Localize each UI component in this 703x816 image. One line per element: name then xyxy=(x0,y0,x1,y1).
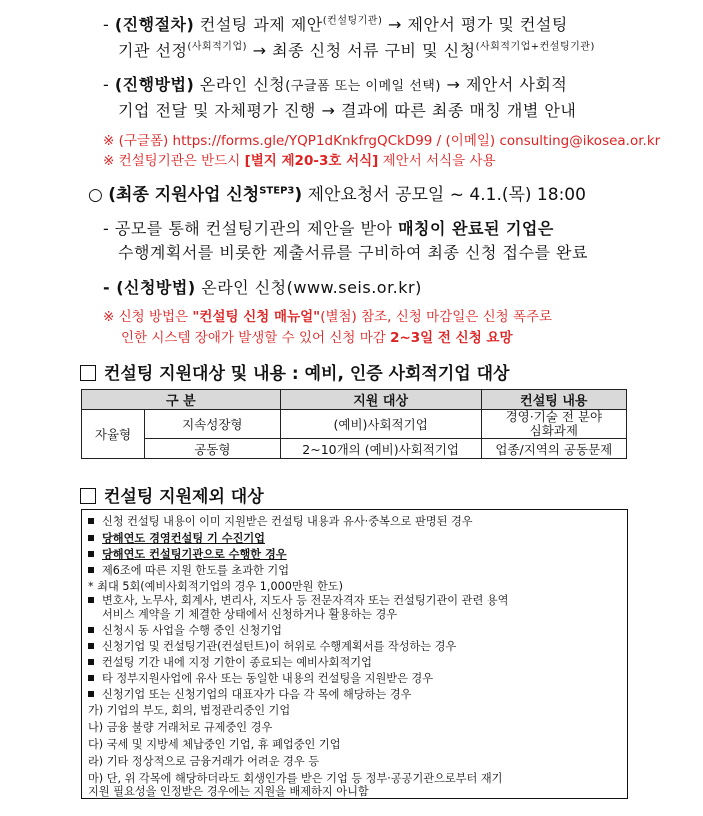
list-item: 컨설팅 기간 내에 지정 기한이 종료되는 예비사회적기업 xyxy=(88,656,372,669)
list-item: 서비스 계약을 기 체결한 상태에서 신청하거나 활용하는 경우 xyxy=(102,608,398,621)
list-item: 타 정부지원사업에 유사 또는 동일한 내용의 컨설팅을 지원받은 경우 xyxy=(88,672,433,685)
table-row xyxy=(82,439,627,459)
square-bullet-icon xyxy=(88,627,94,633)
table-row xyxy=(82,410,627,439)
contest-line-2: 수행계획서를 비롯한 제출서류를 구비하여 최종 신청 접수를 완료 xyxy=(118,243,588,262)
table-header-row xyxy=(82,390,627,410)
checkbox-square-icon xyxy=(80,488,96,504)
table-header-target: 지원 대상 xyxy=(280,390,481,410)
table-cell-content: 업종/지역의 공동문제 xyxy=(481,439,626,459)
apply-method-line: - (신청방법) 온라인 신청(www.seis.or.kr) xyxy=(103,278,422,297)
contest-line-1: - 공모를 통해 컨설팅기관의 제안을 받아 매칭이 완료된 기업은 xyxy=(103,219,554,238)
support-table xyxy=(81,389,627,459)
note-manual-line-1: ※ 신청 방법은 "컨설팅 신청 매뉴얼"(별첨) 참조, 신청 마감일은 신청 폭주로 xyxy=(103,309,553,325)
list-item: 다) 국세 및 지방세 체납중인 기업, 휴 폐업중인 기업 xyxy=(88,738,341,751)
list-item: 신청기업 및 컨설팅기관(컨설턴트)이 허위로 수행계획서를 작성하는 경우 xyxy=(88,640,456,653)
table-cell-content: 경영·기술 전 분야 심화과제 xyxy=(481,410,626,439)
table-header-content: 컨설팅 내용 xyxy=(481,390,626,410)
list-item: 가) 기업의 부도, 회의, 법정관리중인 기업 xyxy=(88,704,291,717)
square-bullet-icon xyxy=(88,551,94,557)
square-bullet-icon xyxy=(88,659,94,665)
method-line-1: - (진행방법) 온라인 신청(구글폼 또는 이메일 선택) → 제안서 사회적 xyxy=(103,75,568,94)
table-cell-target: 2~10개의 (예비)사회적기업 xyxy=(280,439,481,459)
list-item: 제6조에 따른 지원 한도를 초과한 기업 xyxy=(88,564,289,577)
square-bullet-icon xyxy=(88,567,94,573)
exclusion-box xyxy=(81,509,628,799)
note-consulting-form: ※ 컨설팅기관은 반드시 [별지 제20-3호 서식] 제안서 서식을 사용 xyxy=(103,153,496,169)
list-item: 라) 기타 정상적으로 금융거래가 어려운 경우 등 xyxy=(88,755,320,768)
method-line-2: 기업 전달 및 자체평가 진행 → 결과에 따른 최종 매칭 개별 안내 xyxy=(118,101,577,120)
list-item: 신청 컨설팅 내용이 이미 지원받은 컨설팅 내용과 유사·중복으로 판명된 경우 xyxy=(88,515,473,528)
list-item: 신청시 동 사업을 수행 중인 신청기업 xyxy=(88,624,282,637)
table-cell-group: 자율형 xyxy=(82,410,145,459)
list-item: 당해연도 컨설팅기관으로 수행한 경우 xyxy=(88,548,287,561)
square-bullet-icon xyxy=(88,691,94,697)
table-header-category: 구 분 xyxy=(82,390,281,410)
square-bullet-icon xyxy=(88,518,94,524)
list-item: 신청기업 또는 신청기업의 대표자가 다음 각 목에 해당하는 경우 xyxy=(88,688,411,701)
list-item: 변호사, 노무사, 회계사, 변리사, 지도사 등 전문자격자 또는 컨설팅기관이 관련 용역 xyxy=(88,594,508,607)
square-bullet-icon xyxy=(88,535,94,541)
table-cell-type: 공동형 xyxy=(145,439,281,459)
note-manual-line-2: 인한 시스템 장애가 발생할 수 있어 신청 마감 2~3일 전 신청 요망 xyxy=(121,330,513,346)
section-exclusion-title: 컨설팅 지원제외 대상 xyxy=(80,482,264,507)
list-item: 지원 필요성을 인정받은 경우에는 지원을 배제하지 아니함 xyxy=(88,785,369,798)
list-item: 마) 단, 위 각목에 해당하더라도 회생인가를 받은 기업 등 정부·공공기관으로부터 재기 xyxy=(88,772,503,785)
section-support-title: 컨설팅 지원대상 및 내용 : 예비, 인증 사회적기업 대상 xyxy=(80,359,509,384)
list-item: 당해연도 경영컨설팅 기 수진기업 xyxy=(88,532,265,545)
final-application-line: ○ (최종 지원사업 신청$^{STEP3}$) 제안요청서 공모일 ~ 4.1.(목) 18:00 xyxy=(88,185,586,205)
checkbox-square-icon xyxy=(80,365,96,381)
list-item: * 최대 5회(예비사회적기업의 경우 1,000만원 한도) xyxy=(88,580,343,593)
procedure-line-2: 기관 선정$^{(사회적기업)}$ → 최종 신청 서류 구비 및 신청$^{(사회적기업+컨설팅기관)}$ xyxy=(118,41,595,60)
table-cell-target: (예비)사회적기업 xyxy=(280,410,481,439)
table-cell-type: 지속성장형 xyxy=(145,410,281,439)
list-item: 나) 금융 불량 거래처로 규제중인 경우 xyxy=(88,721,273,734)
procedure-line-1: - (진행절차) 컨설팅 과제 제안$^{(컨설팅기관)}$ → 제안서 평가 및 컨설팅 xyxy=(103,15,568,34)
square-bullet-icon xyxy=(88,675,94,681)
note-google-form: ※ (구글폼) https://forms.gle/YQP1dKnkfrgQCkD99 / (이메일) consulting@ikosea.or.kr xyxy=(103,133,661,149)
square-bullet-icon xyxy=(88,643,94,649)
square-bullet-icon xyxy=(88,597,94,603)
